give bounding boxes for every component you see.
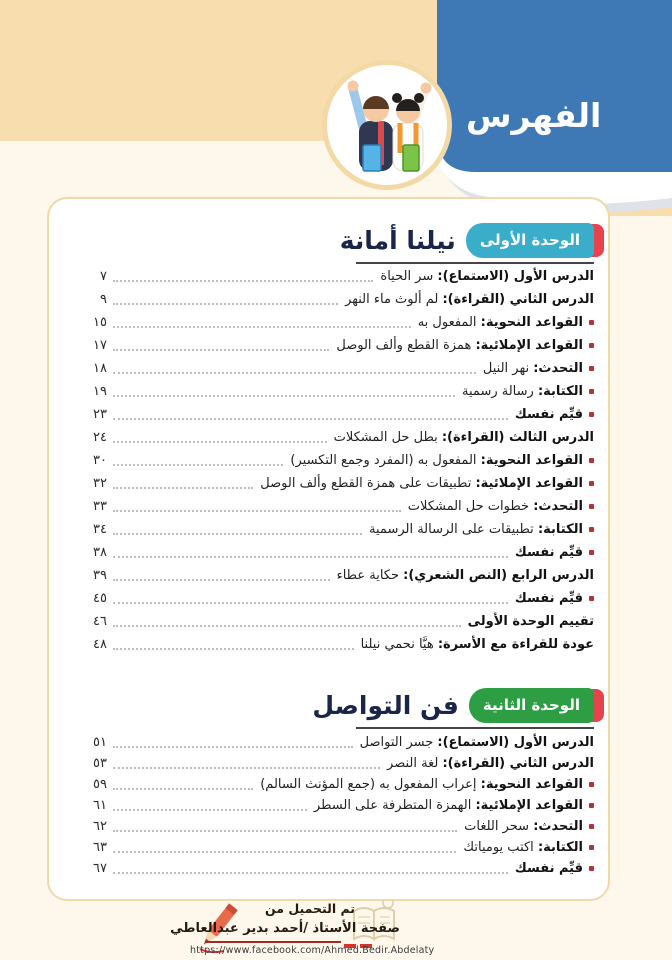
children-illustration: [327, 65, 447, 185]
toc-item: [77, 403, 594, 426]
toc-item-label: الكتابة: رسالة رسمية: [462, 384, 583, 399]
page-number: ٢٤: [93, 430, 107, 445]
toc-item-label: الدرس الرابع (النص الشعري): حكاية عطاء: [336, 568, 594, 583]
dotted-leader: [113, 556, 508, 558]
dotted-leader: [113, 418, 508, 420]
dotted-leader: [113, 625, 461, 627]
dotted-leader: [113, 441, 327, 443]
dotted-leader: [113, 579, 330, 581]
unit-title: فن التواصل: [312, 690, 459, 720]
dotted-leader: [113, 746, 353, 748]
toc-item: [77, 816, 594, 837]
unit-underline: [356, 727, 594, 729]
page-number: ٥٣: [93, 756, 107, 771]
toc-item-label: القواعد الإملائية: الهمزة المتطرفة على السطر: [313, 798, 583, 813]
toc-item-label: القواعد النحوية: المفعول به (المفرد وجمع التكسير): [290, 453, 583, 468]
footer-url: https://www.facebook.com/Ahmed.Bedir.Abdelaty: [190, 945, 435, 956]
dotted-leader: [113, 349, 329, 351]
dotted-leader: [113, 602, 508, 604]
unit-badge-wrap: [469, 688, 594, 723]
toc-item: [77, 774, 594, 795]
bullet-icon: [589, 389, 594, 394]
toc-item: [77, 495, 594, 518]
bullet-icon: [589, 845, 594, 850]
page-number: ٦١: [93, 798, 107, 813]
toc-item: [77, 564, 594, 587]
page-number: ١٥: [93, 315, 107, 330]
bullet-icon: [589, 803, 594, 808]
page-number: ٣٤: [93, 522, 107, 537]
toc-item: [77, 449, 594, 472]
footer-divider: [205, 941, 341, 943]
toc-item-label: قيِّم نفسك: [514, 545, 583, 560]
toc-item: [77, 380, 594, 403]
page-number: ٤٦: [93, 614, 107, 629]
unit-items: [77, 265, 594, 656]
toc-item-label: تقييم الوحدة الأولى: [467, 614, 594, 629]
toc-item-label: التحدث: خطوات حل المشكلات: [407, 499, 583, 514]
toc-item-label: الدرس الأول (الاستماع): سر الحياة: [380, 269, 594, 284]
bullet-icon: [589, 866, 594, 871]
toc-item: [77, 265, 594, 288]
page-number: ٥٩: [93, 777, 107, 792]
toc-item-label: الكتابة: تطبيقات على الرسالة الرسمية: [369, 522, 583, 537]
page-number: ١٧: [93, 338, 107, 353]
bullet-icon: [589, 596, 594, 601]
page-number: ١٨: [93, 361, 107, 376]
toc-item-label: الدرس الأول (الاستماع): جسر التواصل: [359, 735, 594, 750]
page-number: ٤٥: [93, 591, 107, 606]
page-number: ٣٢: [93, 476, 107, 491]
bullet-icon: [589, 343, 594, 348]
toc-item-label: قيِّم نفسك: [514, 407, 583, 422]
toc-item-label: التحدث: نهر النيل: [482, 361, 583, 376]
dotted-leader: [113, 372, 476, 374]
page-number: ٥١: [93, 735, 107, 750]
dotted-leader: [113, 510, 401, 512]
toc-item: [77, 541, 594, 564]
bullet-icon: [589, 366, 594, 371]
bullet-icon: [589, 824, 594, 829]
toc-item: [77, 633, 594, 656]
dotted-leader: [113, 788, 253, 790]
page-number: ٣٣: [93, 499, 107, 514]
toc-item: [77, 610, 594, 633]
bullet-icon: [589, 320, 594, 325]
bullet-icon: [589, 782, 594, 787]
dotted-leader: [113, 872, 508, 874]
page-number: ٣٠: [93, 453, 107, 468]
bullet-icon: [589, 504, 594, 509]
toc-item-label: القواعد الإملائية: تطبيقات على همزة القطع وألف الوصل: [260, 476, 583, 491]
toc-card: [47, 197, 610, 901]
bullet-icon: [589, 550, 594, 555]
dotted-leader: [113, 648, 354, 650]
toc-item: [77, 732, 594, 753]
unit-badge: الوحدة الثانية: [469, 688, 594, 723]
dotted-leader: [113, 464, 283, 466]
page-number: ٧: [100, 269, 107, 284]
toc-item: [77, 753, 594, 774]
toc-item: [77, 795, 594, 816]
toc-item: [77, 858, 594, 879]
dotted-leader: [113, 303, 338, 305]
toc-item: [77, 426, 594, 449]
dotted-leader: [113, 487, 253, 489]
children-photo: [322, 60, 452, 190]
toc-item-label: الدرس الثاني (القراءة): لغة النصر: [387, 756, 594, 771]
bullet-icon: [589, 412, 594, 417]
page-number: ٦٣: [93, 840, 107, 855]
page-number: ٩: [100, 292, 107, 307]
page-number: ١٩: [93, 384, 107, 399]
toc-item-label: عودة للقراءة مع الأسرة: هيَّا نحمي نيلنا: [360, 637, 594, 652]
page-number: ٣٨: [93, 545, 107, 560]
unit-header: [312, 687, 594, 723]
page-number: ٣٩: [93, 568, 107, 583]
toc-item: [77, 837, 594, 858]
toc-item: [77, 288, 594, 311]
toc-item: [77, 587, 594, 610]
blue-banner: [437, 0, 672, 172]
footer-credit-line: تم التحميل من: [265, 901, 355, 916]
page-title: الفهرس: [466, 96, 602, 135]
toc-item: [77, 357, 594, 380]
toc-item-label: الدرس الثاني (القراءة): لم ألوث ماء النهر: [345, 292, 594, 307]
footer-author-name: صفحة الأستاذ /أحمد بدير عبدالعاطي: [170, 921, 400, 936]
dotted-leader: [113, 533, 362, 535]
toc-item: [77, 472, 594, 495]
bullet-icon: [589, 527, 594, 532]
toc-item-label: التحدث: سحر اللغات: [464, 819, 583, 834]
dotted-leader: [113, 326, 411, 328]
unit-header: [340, 222, 594, 258]
dotted-leader: [113, 767, 380, 769]
toc-item-label: الدرس الثالث (القراءة): بطل حل المشكلات: [333, 430, 594, 445]
dotted-leader: [113, 851, 456, 853]
toc-item: [77, 334, 594, 357]
toc-item-label: قيِّم نفسك: [514, 591, 583, 606]
toc-item-label: القواعد الإملائية: همزة القطع وألف الوصل: [336, 338, 583, 353]
page-number: ٢٣: [93, 407, 107, 422]
toc-item-label: القواعد النحوية: المفعول به: [417, 315, 583, 330]
unit-underline: [356, 262, 594, 264]
unit-title: نيلنا أمانة: [339, 225, 456, 255]
dotted-leader: [113, 280, 373, 282]
toc-item-label: القواعد النحوية: إعراب المفعول به (جمع المؤنث السالم): [260, 777, 583, 792]
dotted-leader: [113, 395, 455, 397]
dotted-leader: [113, 809, 307, 811]
unit-badge-wrap: [466, 223, 594, 258]
unit-items: [77, 732, 594, 879]
page-number: ٦٢: [93, 819, 107, 834]
page-number: ٦٧: [93, 861, 107, 876]
bullet-icon: [589, 481, 594, 486]
dotted-leader: [113, 830, 457, 832]
toc-item-label: قيِّم نفسك: [514, 861, 583, 876]
bullet-icon: [589, 458, 594, 463]
toc-item: [77, 518, 594, 541]
toc-item-label: الكتابة: اكتب يومياتك: [463, 840, 583, 855]
toc-item: [77, 311, 594, 334]
page-number: ٤٨: [93, 637, 107, 652]
unit-badge: الوحدة الأولى: [466, 223, 594, 258]
